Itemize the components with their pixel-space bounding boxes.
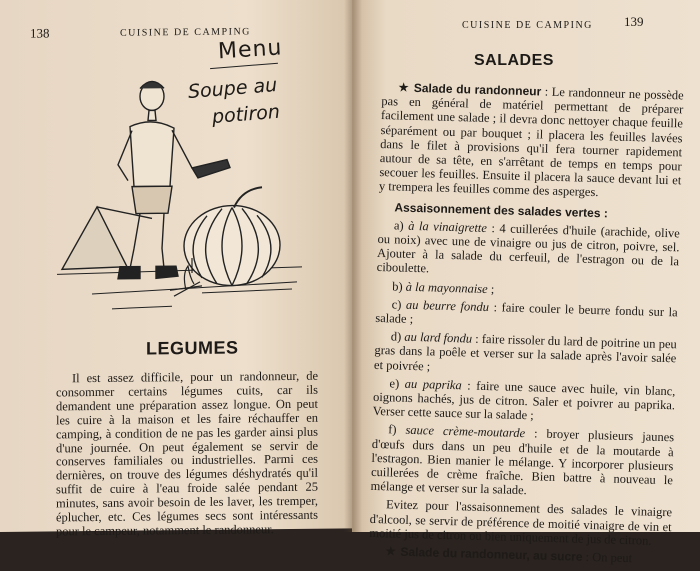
item-d: d) au lard fondu : faire rissoler du lard de poitrine un peu gras dans la poêle et verser sur la salade après l'avoir salée et poivrée ;	[373, 329, 677, 374]
item-a: a) à la vinaigrette : 4 cuillerées d'huile (arachide, olive ou noix) avec une de vinaigre ou jus de citron, poivre, sel. Ajouter à la salade du cerfeuil, de l'estragon ou de la ciboulette.	[376, 218, 681, 276]
item-b: b) à la mayonnaise ;	[392, 279, 495, 296]
left-page	[0, 0, 352, 539]
star-icon: ★	[384, 543, 397, 559]
paragraph-evitez: Evitez pour l'assaisonnement des salades le vinaigre d'alcool, se servir de préférence de moitié vinaigre de vin et moitié jus de citron ou bien uniquement de jus de citron.	[369, 497, 673, 548]
menu-title: Menu	[217, 35, 284, 65]
page-number: 138	[30, 25, 50, 41]
salades-column	[369, 80, 684, 571]
tent-icon	[62, 206, 152, 269]
paragraph-salade-randonneur: ★ Salade du randonneur : Le randonneur ne possède pas en général de matériel permettant de préparer facilement une salade ; il devra donc nettoyer chaque feuille séparément ou par bouquet ; il placera les feuilles lavées dans le filet à provisions qu'il fera tourner rapidement autour de sa tête, en s'arrêtant de temps en temps pour secouer les feuilles. Ensuite il placera la sauce devant lui et y trempera les feuilles comme des asperges.	[378, 79, 684, 200]
section-title-salades: SALADES	[474, 52, 554, 69]
star-icon: ★	[397, 79, 411, 95]
item-f: f) sauce crème-moutarde : broyer plusieurs jaunes d'œufs durs dans un peu d'huile et de la moutarde à l'estragon. Bien manier le mélange. Y incorporer plusieurs cuillerées de crème fraîche. Bien battre à nouveau le mélange et verser sur la salade.	[370, 422, 675, 498]
item-c: c) au beurre fondu : faire couler le beurre fondu sur la salade ;	[375, 297, 678, 327]
running-head: CUISINE DE CAMPING	[462, 20, 593, 31]
legumes-paragraph: Il est assez difficile, pour un randonneur, de consommer certains légumes cuits, car ils demandent une préparation assez longue. On peut les cuire à la maison et les faire réchauffer en camping, à condition de ne pas les garder ainsi plus d'une journée. On peut également se servir de conserves familiales ou industrielles. Parmi ces dernières, on trouve des légumes déshydratés qu'il suffit de cuire à l'eau froide salée pendant 25 minutes, sans avoir besoin de les laver, les tremper, éplucher, etc. Ces légumes secs sont intéressants pour le campeur, notamment le randonneur.	[56, 368, 318, 539]
page-number: 139	[624, 14, 644, 29]
menu-line-2: potiron	[211, 100, 281, 129]
running-head: CUISINE DE CAMPING	[120, 26, 251, 39]
pumpkin-icon	[184, 187, 280, 286]
camper-pumpkin-illustration	[52, 67, 312, 330]
item-e: e) au paprika : faire une sauce avec huile, vin blanc, oignons hachés, jus de citron. Saler et poivrer au paprika. Verser cette sauce sur la salade ;	[372, 376, 676, 423]
paragraph-salade-sucre: ★ Salade du randonneur, au sucre : On peut	[384, 543, 633, 566]
section-title-legumes: LEGUMES	[146, 337, 239, 359]
menu-line-1: Soupe au	[187, 74, 278, 104]
right-page	[352, 0, 700, 566]
subheading-assaisonnement: Assaisonnement des salades vertes :	[394, 200, 609, 220]
